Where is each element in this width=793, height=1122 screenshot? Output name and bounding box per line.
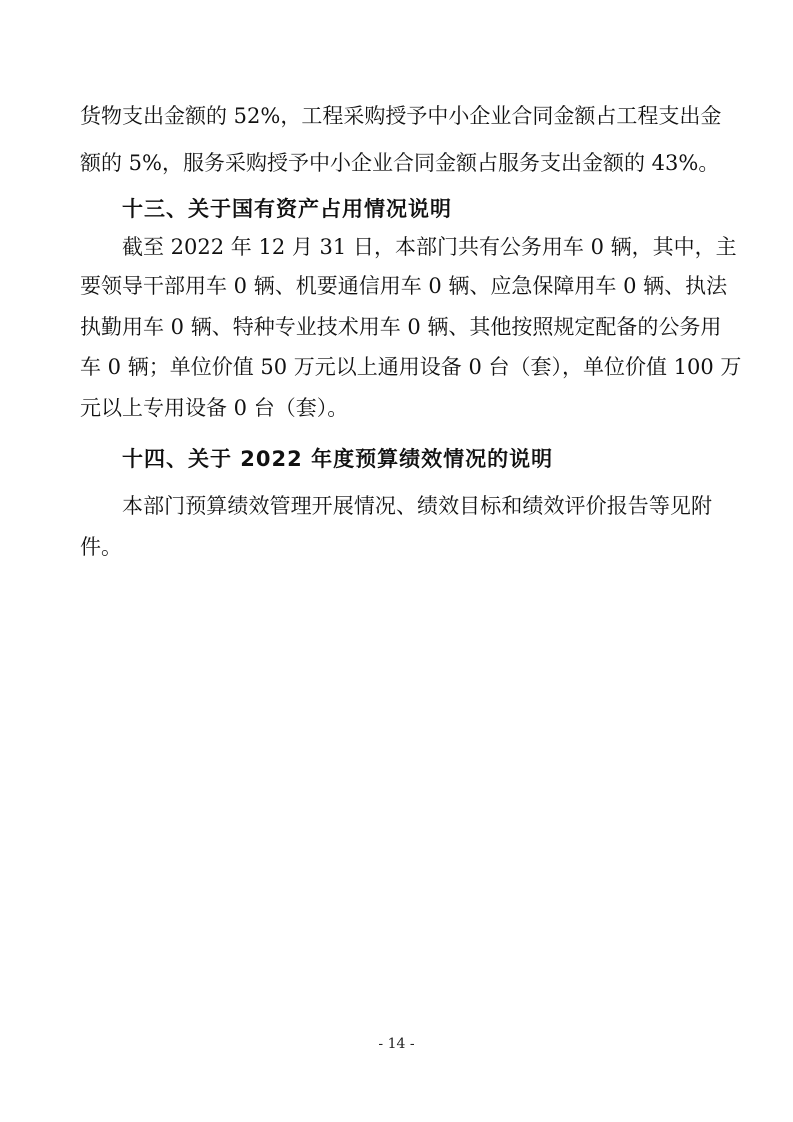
paragraph-line: 件。 [80, 535, 122, 559]
paragraph-line: 截至 2022 年 12 月 31 日，本部门共有公务用车 0 辆，其中，主 [122, 235, 737, 259]
paragraph-line: 车 0 辆；单位价值 50 万元以上通用设备 0 台（套），单位价值 100 万 [80, 355, 742, 379]
page-number: - 14 - [378, 1036, 415, 1052]
section-heading: 十四、关于 2022 年度预算绩效情况的说明 [122, 447, 554, 471]
section-heading: 十三、关于国有资产占用情况说明 [122, 197, 452, 221]
paragraph-line: 元以上专用设备 0 台（套）。 [80, 396, 349, 420]
paragraph-line: 要领导干部用车 0 辆、机要通信用车 0 辆、应急保障用车 0 辆、执法 [80, 274, 728, 298]
paragraph-line: 执勤用车 0 辆、特种专业技术用车 0 辆、其他按照规定配备的公务用 [80, 315, 722, 339]
paragraph-line: 额的 5%，服务采购授予中小企业合同金额占服务支出金额的 43%。 [80, 151, 720, 175]
paragraph-line: 本部门预算绩效管理开展情况、绩效目标和绩效评价报告等见附 [122, 494, 712, 518]
paragraph-line: 货物支出金额的 52%，工程采购授予中小企业合同金额占工程支出金 [80, 104, 722, 128]
